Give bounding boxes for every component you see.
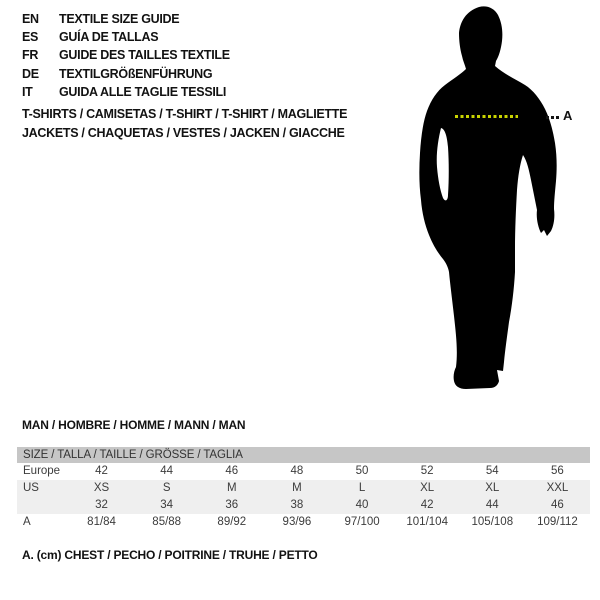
language-label: TEXTILGRÖßENFÜHRUNG [59,66,213,81]
table-cell: 44 [160,465,174,477]
language-label: GUIDE DES TAILLES TEXTILE [59,48,230,63]
section-title-man: MAN / HOMBRE / HOMME / MANN / MAN [22,418,246,432]
table-cell: M [227,482,237,494]
table-cell: 97/100 [344,516,380,528]
chest-measure-line-on-body [455,115,518,118]
measure-label-a: A [563,108,573,123]
table-cell: 42 [420,499,434,511]
table-cell: 44 [485,499,499,511]
table-cell: 54 [485,465,499,477]
table-cell: XS [93,482,110,494]
language-code: EN [22,12,39,27]
table-cell: 40 [355,499,369,511]
language-row-en [22,10,230,28]
table-cell: 46 [225,465,239,477]
table-row-us-numeric [17,497,590,514]
chest-measure-line-extension [546,116,560,119]
table-cell: 101/104 [406,516,448,528]
measurement-footnote: A. (cm) CHEST / PECHO / POITRINE / TRUHE / PETTO [22,548,318,562]
table-cell: 81/84 [87,516,116,528]
category-line-tshirts: T-SHIRTS / CAMISETAS / T-SHIRT / T-SHIRT / MAGLIETTE [22,107,348,121]
table-cell: M [292,482,302,494]
language-code: FR [22,48,39,63]
table-cell: 93/96 [282,516,312,528]
table-row-us [17,480,590,497]
size-table [17,447,590,531]
man-silhouette [419,6,556,389]
row-label: A [23,516,31,528]
row-label: Europe [23,465,61,477]
size-table-header: SIZE / TALLA / TAILLE / GRÖSSE / TAGLIA [17,447,590,463]
table-cell: 32 [95,499,108,511]
language-label: GUIDA ALLE TAGLIE TESSILI [59,84,227,99]
table-cell: 105/108 [471,516,514,528]
table-cell: 42 [95,465,108,477]
row-label: US [23,482,39,494]
table-cell: 85/88 [152,516,182,528]
table-row-europe [17,463,590,480]
language-row-it [22,83,230,101]
language-row-de [22,65,230,83]
category-lines [22,107,347,145]
table-cell: 52 [420,465,434,477]
table-cell: 46 [551,499,564,511]
table-cell: XL [420,482,435,494]
language-code: ES [22,30,39,45]
table-cell: 109/112 [537,516,578,528]
table-cell: 38 [290,499,304,511]
table-cell: L [358,482,366,494]
language-label: GUÍA DE TALLAS [59,30,159,45]
language-row-es [22,28,230,46]
language-row-fr [22,46,230,64]
language-list [22,10,230,101]
man-silhouette-figure [408,4,568,394]
language-label: TEXTILE SIZE GUIDE [59,12,180,27]
table-cell: 50 [355,465,369,477]
table-row-chest-a [17,514,590,531]
row-label [17,497,69,514]
category-line-jackets: JACKETS / CHAQUETAS / VESTES / JACKEN / GIACCHE [22,126,345,140]
table-cell: XL [485,482,500,494]
table-cell: 89/92 [217,516,247,528]
table-cell: S [162,482,171,494]
table-cell: 48 [290,465,304,477]
language-code: DE [22,66,39,81]
table-cell: 34 [160,499,174,511]
table-cell: XXL [546,482,569,494]
table-cell: 36 [225,499,239,511]
table-cell: 56 [551,465,564,477]
language-code: IT [22,84,33,99]
